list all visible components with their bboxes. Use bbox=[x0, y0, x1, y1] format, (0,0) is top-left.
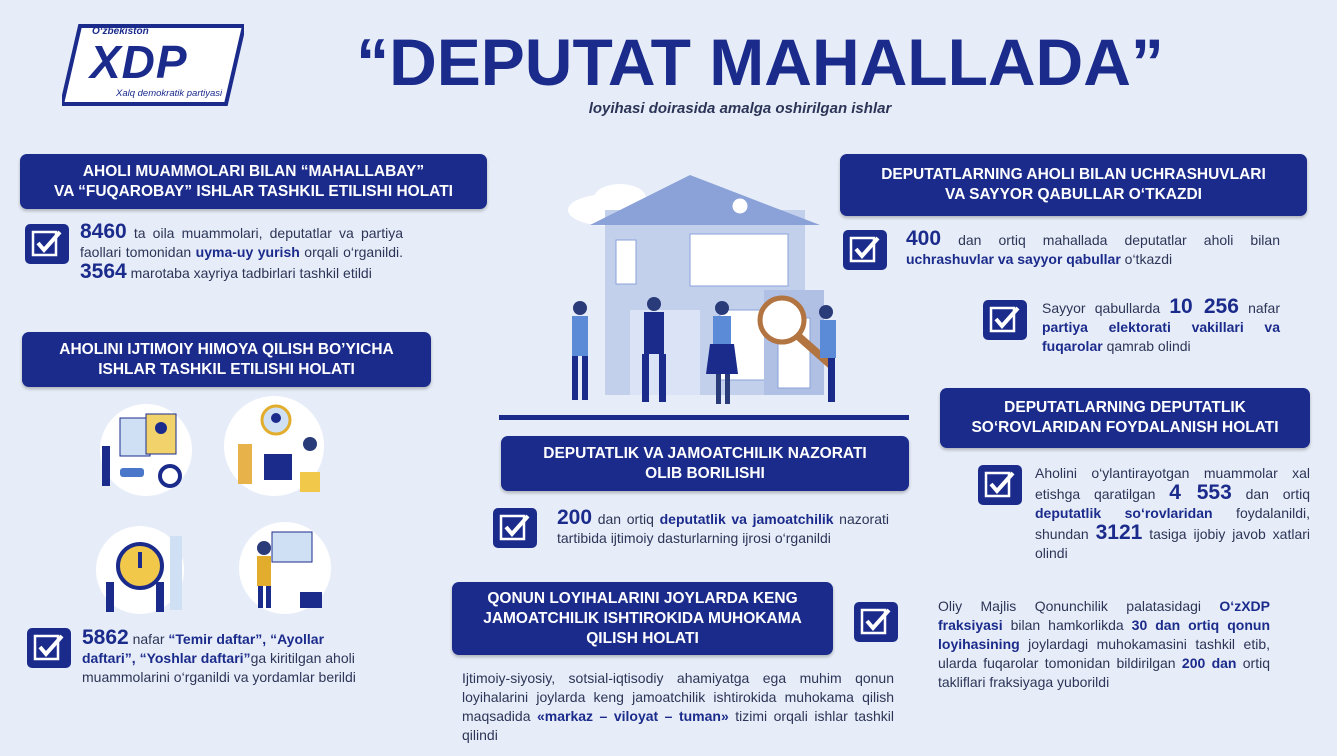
stat-control: 200 bbox=[557, 506, 593, 529]
text-span: o‘tkazdi bbox=[1120, 251, 1173, 267]
section-meetings-text bbox=[906, 229, 1280, 269]
stat-inquiries: 4 553 bbox=[1169, 481, 1232, 504]
bold-span: partiya elektorati vakillari va fuqarolar bbox=[1042, 319, 1280, 354]
bold-span: «markaz – viloyat – tuman» bbox=[537, 708, 729, 724]
header-line: VA “FUQAROBAY” ISHLAR TASHKIL ETILISHI HOLATI bbox=[54, 182, 453, 200]
section-public-control-text bbox=[557, 508, 889, 548]
header-line: SO‘ROVLARIDAN FOYDALANISH HOLATI bbox=[971, 419, 1279, 436]
stat-mahallas: 400 bbox=[906, 227, 942, 250]
text-span: ta oila muammolari, deputatlar va partiya faollari tomonidan bbox=[80, 225, 403, 260]
checkbox-icon bbox=[493, 508, 537, 548]
header-line: DEPUTATLARNING AHOLI BILAN UCHRASHUVLARI bbox=[881, 166, 1266, 183]
stat-families: 8460 bbox=[80, 220, 127, 243]
header-line: QILISH HOLATI bbox=[586, 629, 699, 647]
bold-span: uchrashuvlar va sayyor qabullar bbox=[906, 251, 1121, 267]
header-line: VA SAYYOR QABULLAR O‘TKAZDI bbox=[945, 186, 1202, 203]
header-line: QONUN LOYIHALARINI JOYLARDA KENG bbox=[487, 589, 798, 607]
text-span: Sayyor qabullarda bbox=[1042, 300, 1170, 316]
illustration-recruiter-icon bbox=[216, 394, 332, 498]
header-line: DEPUTATLARNING DEPUTATLIK bbox=[1004, 399, 1246, 416]
text-span: tizimi orqali ishlar tashkil qilindi bbox=[462, 708, 895, 743]
text-span: Oliy Majlis Qonunchilik palatasidagi bbox=[938, 598, 1220, 614]
illustration-office-icon bbox=[228, 518, 342, 616]
bold-span: “Temir daftar”, “Ayollar daftari”, “Yoshlar daftari” bbox=[82, 631, 325, 666]
checkbox-icon bbox=[854, 602, 898, 642]
section-law-discussion-header bbox=[452, 582, 833, 655]
text-span: Aholini o‘ylantirayotgan muammolar xal etishga qaratilgan bbox=[1035, 465, 1310, 502]
page-subtitle: loyihasi doirasida amalga oshirilgan ishlar bbox=[588, 100, 892, 117]
stat-charity: 3564 bbox=[80, 260, 127, 283]
text-span: marotaba xayriya tadbirlari tashkil etildi bbox=[126, 265, 372, 281]
text-span: nafar bbox=[1238, 300, 1280, 316]
text-span: nafar bbox=[128, 631, 169, 647]
bold-span: uyma-uy yurish bbox=[195, 244, 300, 260]
text-span: ga kiritilgan aholi muammolarini o‘rganildi va yordamlar berildi bbox=[82, 650, 356, 685]
section-meetings-header bbox=[840, 154, 1307, 216]
text-span: Ijtimoiy-siyosiy, sotsial-iqtisodiy ahamiyatga ega muhim qonun loyihalarini joylarda keng jamoatchilik ishtirokida muhokama qilish maqsadida bbox=[462, 670, 894, 724]
section-receptions-text bbox=[1042, 297, 1280, 356]
section-public-control-header bbox=[501, 436, 909, 491]
header-line: ISHLAR TASHKIL ETILISHI HOLATI bbox=[98, 360, 355, 378]
stat-positive-answers: 3121 bbox=[1095, 521, 1143, 544]
bold-span: O‘zXDP fraksiyasi bbox=[938, 598, 1270, 633]
header-line: JAMOATCHILIK ISHTIROKIDA MUHOKAMA bbox=[483, 609, 802, 627]
illustration-hiring-icon bbox=[90, 398, 202, 498]
section-mahallabay-text bbox=[80, 222, 403, 283]
bold-span: deputatlik so‘rovlaridan bbox=[1035, 505, 1213, 521]
checkbox-icon bbox=[983, 300, 1027, 340]
section-inquiries-text bbox=[1035, 464, 1310, 563]
checkbox-icon bbox=[27, 628, 71, 668]
text-span: foydalanildi, shundan bbox=[1035, 505, 1310, 542]
illustration-clock-icon bbox=[84, 522, 196, 616]
section-faction-text bbox=[938, 597, 1270, 692]
text-span: bilan hamkorlikda bbox=[1002, 617, 1132, 633]
section-inquiries-header bbox=[940, 388, 1310, 448]
text-span: dan ortiq mahallada deputatlar aholi bilan bbox=[941, 232, 1280, 248]
section-social-protection-text bbox=[82, 628, 372, 687]
bold-span: 200 dan bbox=[1181, 655, 1237, 671]
text-span: ortiq takliflari fraksiyaga yuborildi bbox=[938, 655, 1271, 690]
text-span: qamrab olindi bbox=[1102, 338, 1191, 354]
text-span: dan ortiq bbox=[592, 511, 660, 527]
text-span: tasiga ijobiy javob xatlari olindi bbox=[1035, 526, 1311, 561]
section-law-discussion-text bbox=[462, 669, 894, 745]
logo-bottom-text: Xalq demokratik partiyasi bbox=[116, 88, 223, 99]
header-line: DEPUTATLIK VA JAMOATCHILIK NAZORATI bbox=[543, 444, 867, 462]
section-mahallabay-header bbox=[20, 154, 487, 209]
bold-span: deputatlik va jamoatchilik bbox=[659, 511, 834, 527]
stat-people: 5862 bbox=[82, 626, 129, 649]
checkbox-icon bbox=[25, 224, 69, 264]
header-line: AHOLINI IJTIMOIY HIMOYA QILISH BO’YICHA bbox=[59, 340, 394, 358]
bold-span: 30 dan ortiq qonun loyihasining bbox=[938, 617, 1270, 652]
header-line: AHOLI MUAMMOLARI BILAN “MAHALLABAY” bbox=[82, 162, 425, 180]
logo-top-text: O‘zbekiston bbox=[92, 26, 149, 37]
party-logo bbox=[62, 24, 244, 106]
checkbox-icon bbox=[978, 465, 1022, 505]
text-span: dan ortiq bbox=[1231, 486, 1310, 502]
section-social-protection-header bbox=[22, 332, 431, 387]
text-span: nazorati tartibida ijtimoiy dasturlarning ijrosi o‘rganildi bbox=[557, 511, 889, 546]
logo-main-text: XDP bbox=[90, 36, 188, 88]
checkbox-icon bbox=[843, 230, 887, 270]
divider-line bbox=[499, 415, 909, 420]
stat-voters: 10 256 bbox=[1169, 295, 1239, 318]
text-span: joylardagi muhokamasini tashkil etib, ularda fuqarolar tomonidan bildirilgan bbox=[938, 636, 1270, 671]
text-span: orqali o‘rganildi. bbox=[299, 244, 403, 260]
page-title: “DEPUTAT MAHALLADA” bbox=[356, 25, 1164, 99]
header-line: OLIB BORILISHI bbox=[645, 464, 765, 482]
